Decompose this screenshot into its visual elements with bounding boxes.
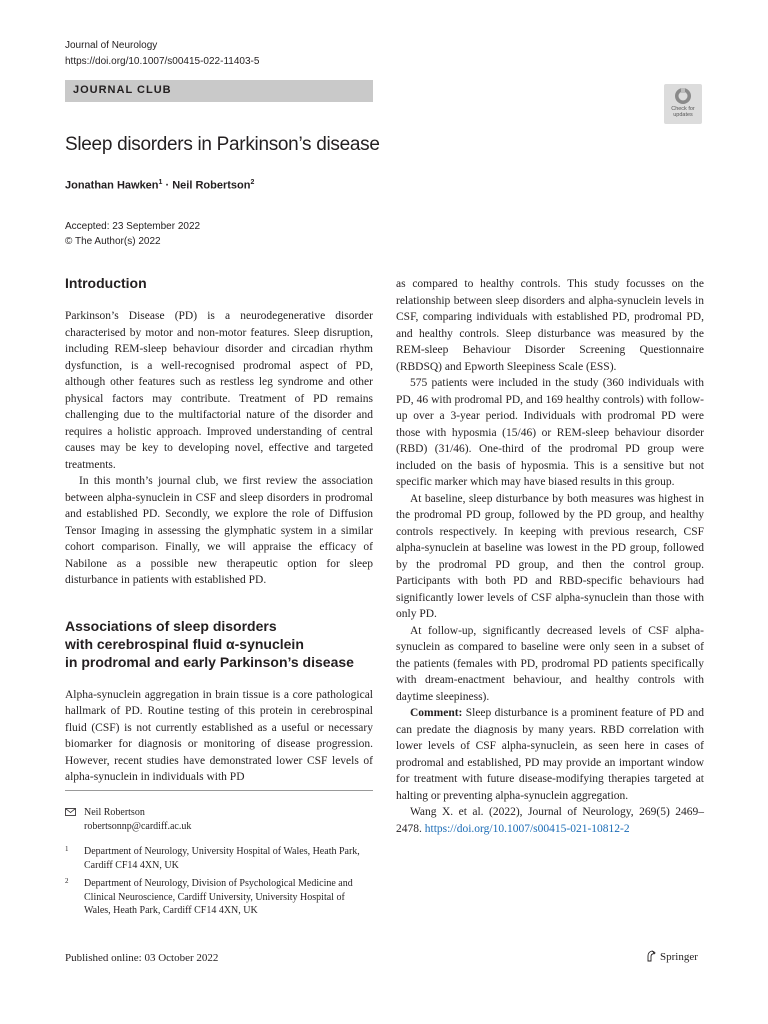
affiliation-number: 1 (65, 845, 69, 853)
check-updates-icon (673, 87, 693, 105)
paragraph: 575 patients were included in the study (360 individuals with PD, 46 with prodromal PD, and 169 healthy controls) with follow-up over a 3-year period. Individuals with prodromal PD were those with hyposmia (15/46) or REM-sleep behaviour disorder (RBD) (31/46). One-third of the prodromal PD group were included on the basis of hyposmia. This is a sensitive but not specific marker which may have biased results in this group. (396, 377, 704, 488)
left-column (65, 274, 373, 786)
check-updates-text: Check for updates (671, 106, 695, 118)
paragraph: Alpha-synuclein aggregation in brain tissue is a core pathological hallmark of PD. Routine testing of this protein in cerebrospinal fluid (CSF) is not currently established as a useful or necessary biomarker for diagnosis or monitoring of disease progression. However, recent studies have demonstrated lower CSF levels of alpha-synuclein in individuals with PD (65, 688, 373, 783)
springer-horse-icon (646, 950, 657, 962)
published-date: Published online: 03 October 2022 (65, 952, 219, 964)
comment-paragraph: Comment: Sleep disturbance is a prominent feature of PD and can predate the diagnosis by many years. RBD correlation with lower levels of CSF alpha-synuclein, as seen here in cases of prodromal and established, PD may provide an important window for treatment with future disease-modifying therapies targeted at halting or preventing alpha-synuclein aggregation. (396, 707, 704, 802)
envelope-icon (65, 808, 76, 816)
contact-email[interactable]: robertsonnp@cardiff.ac.uk (84, 820, 192, 832)
footnote-divider (65, 790, 373, 791)
affiliation-mark: 1 (158, 179, 163, 186)
paragraph: At baseline, sleep disturbance by both measures was highest in the prodromal PD group, followed by the PD group, and healthy controls respectively. In keeping with previous research, CSF alpha-synuclein at baseline was lowest in the PD group, followed by the prodromal PD group, and then the control group. Participants with both PD and RBD-specific behaviours had significantly lower levels of CSF alpha-synuclein than those with only PD. (396, 492, 704, 620)
article-title: Sleep disorders in Parkinson’s disease (65, 134, 380, 155)
affiliation-mark: 2 (250, 179, 255, 186)
right-column (396, 276, 704, 837)
copyright-notice: © The Author(s) 2022 (65, 236, 161, 247)
publisher-logo (646, 950, 698, 963)
correspondence-footnote (65, 806, 373, 833)
section-heading-csf-synuclein: Associations of sleep disorders with cerebrospinal fluid α-synuclein in prodromal and early Parkinson’s disease (65, 617, 354, 670)
affiliation-footnote (65, 845, 373, 872)
author-name[interactable]: Jonathan Hawken (65, 179, 159, 192)
section-banner (65, 80, 373, 102)
affiliation-text: Department of Neurology, Division of Psychological Medicine and Clinical Neuroscience, Cardiff University, University Hospital of Wales, Heath Park, Cardiff CF14 4XN, UK (84, 878, 353, 916)
comment-label: Comment: (410, 707, 463, 719)
section-label: JOURNAL CLUB (73, 84, 172, 96)
article-dates (65, 219, 200, 249)
journal-name: Journal of Neurology (65, 40, 158, 51)
paragraph: as compared to healthy controls. This study focusses on the relationship between sleep disorders and alpha-synuclein levels in CSF, comparing individuals with established PD, prodromal PD, and healthy controls. Sleep disturbance was measured by the REM-sleep Behaviour Disorder Screening Questionnaire (RBDSQ) and Epworth Sleepiness Scale (ESS). (396, 278, 704, 373)
section-heading-introduction: Introduction (65, 275, 147, 291)
reference: Wang X. et al. (2022), Journal of Neurology, 269(5) 2469–2478. https://doi.org/10.1007/s00415-021-10812-2 (396, 806, 704, 835)
publisher-name: Springer (660, 951, 698, 963)
journal-header (65, 38, 259, 70)
paragraph: In this month’s journal club, we first review the association between alpha-synuclein in CSF and sleep disorders in prodromal and established PD. Secondly, we explore the role of Diffusion Tensor Imaging in assessing the glymphatic system in a similar cohort comparison. Finally, we will appraise the efficacy of Nabilone as a possible new therapeutic option for sleep disturbance in patients with established PD. (65, 475, 373, 586)
affiliation-text: Department of Neurology, University Hospital of Wales, Heath Park, Cardiff CF14 4XN, UK (84, 846, 360, 871)
author-name[interactable]: Neil Robertson (172, 179, 251, 192)
paragraph: At follow-up, significantly decreased levels of CSF alpha-synuclein as compared to baseline were only seen in a subset of the patients (females with PD, prodromal PD patients specifically with dream-enactment behaviour, and healthy controls with daytime sleepiness). (396, 624, 704, 703)
affiliation-footnote (65, 877, 373, 918)
doi-link[interactable]: https://doi.org/10.1007/s00415-022-11403-5 (65, 56, 260, 67)
author-list (65, 179, 254, 192)
accepted-date: Accepted: 23 September 2022 (65, 221, 201, 232)
check-for-updates-badge[interactable] (664, 84, 702, 124)
author-separator: · (162, 179, 173, 192)
reference-doi-link[interactable]: https://doi.org/10.1007/s00415-021-10812-2 (424, 822, 630, 835)
contact-name: Neil Robertson (84, 807, 145, 818)
affiliation-number: 2 (65, 877, 69, 885)
paragraph: Parkinson’s Disease (PD) is a neurodegenerative disorder characterised by motor and non-motor features. Sleep disruption, including REM-sleep behaviour disorder and circadian rhythm dysfunction, is a well-recognised prodromal aspect of PD, although other features such as restless leg syndrome and other physical factors may contribute. Treatment of PD remains challenging due to the multifactorial nature of the disorder and requires a holistic approach. Improved understanding of central causes may be key to developing novel, effective and targeted treatments. (65, 310, 373, 471)
